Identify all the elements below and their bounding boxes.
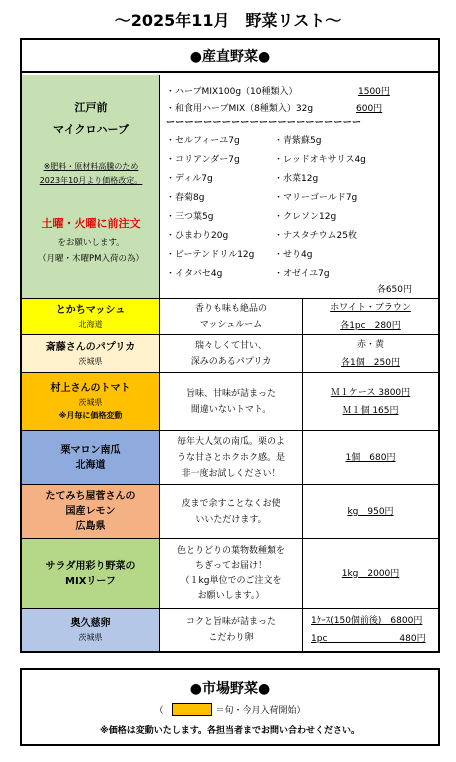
product-name-cell-4 [22,485,160,539]
product-price-cell-2 [303,373,438,431]
product-name: 国産レモン [65,506,116,517]
herb-item: ・イタバセ4g [166,269,223,279]
herb-item: ・ビーテンドリル12g [166,250,255,260]
product-name-cell-1 [22,335,160,373]
herb-name-line1: 江戸前 [74,101,108,114]
product-origin: 広島県 [75,521,106,532]
product-price: 1kg 2000円 [341,568,400,579]
legend-open: （ [154,706,164,716]
herb-separator: ーーーーーーーーーーーーーーーーーーーーー [166,118,362,128]
product-price: ホワイト・ブラウン [330,302,411,313]
product-desc-cell-3 [160,431,303,485]
product-desc-cell-0 [160,299,303,335]
herb-mix1-price: 1500円 [358,87,390,97]
product-origin: 北海道 [75,459,106,471]
herb-item: ・ディル7g [166,174,213,184]
product-desc: ちぎってお届け！ [194,560,267,571]
product-desc-cell-4 [160,485,303,539]
product-origin: 茨城県 [78,633,103,642]
page-title: 〜2025年11月 野菜リスト〜 [114,11,342,30]
section-title: ●産直野菜● [22,40,438,73]
product-desc: いいただけます。 [195,514,267,525]
herb-mix2-price: 600円 [356,104,383,114]
product-price-cell-5 [303,539,438,609]
product-name-cell-6 [22,609,160,651]
product-name-cell-2 [22,373,160,431]
product-desc-cell-1 [160,335,303,373]
market-section [20,668,440,746]
product-price-cell-0 [303,299,438,335]
product-price: 赤・黄 [356,339,384,350]
market-note: ※価格は変動いたします。各担当者までお問い合わせください。 [99,726,361,736]
product-desc: （１kg単位でのご注文を [180,575,282,586]
product-name-cell-3 [22,431,160,485]
herb-item: ・クレソン12g [274,212,337,222]
market-title: ●市場野菜● [189,681,271,697]
product-price-cell-4 [303,485,438,539]
product-extra-note: ※月毎に価格変動 [58,411,123,420]
product-price: 1pc 480円 [311,634,426,644]
herb-order-reason: （月曜・木曜PM入荷の為） [38,254,144,264]
product-desc-cell-2 [160,373,303,431]
product-name: 村上さんのトマト [50,383,131,394]
product-name-cell-5 [22,539,160,609]
product-name: 奥久慈卵 [70,618,111,629]
market-legend [22,703,438,716]
product-desc: うな甘さとホクホク感。是 [176,452,285,463]
herb-mix1-label: ・ハーブMIX100g（10種類入） [166,87,298,97]
herb-mix2-label: ・和食用ハーブMIX（8種類入）32g [166,104,314,114]
herb-item: ・レッドオキサリス4g [274,155,366,165]
herb-order-notice: 土曜・火曜に前注文 [41,217,141,230]
product-desc: 毎年大人気の南瓜。栗のよ [176,436,285,447]
herb-item: ・水菜12g [274,174,319,184]
product-desc: 深みのあるパプリカ [190,356,272,367]
product-origin: 茨城県 [78,356,103,366]
herb-item: ・マリーゴールド7g [274,193,358,203]
herb-item: ・ナスタチウム25枚 [274,231,358,241]
herb-price-note-2: 2023年10月より価格改定。 [39,176,143,185]
product-desc: 非一度お試しください！ [181,468,281,479]
herb-item: ・せり4g [274,250,313,260]
product-name: たてみち屋菅さんの [45,491,136,502]
product-desc: 皮まで余すことなくお使 [181,498,281,509]
herb-item: ・オゼイユ7g [274,269,330,279]
product-price-cell-6 [303,609,438,651]
herb-detail-cell [160,75,438,299]
legend-text: ＝旬・今月入荷開始） [215,706,306,716]
product-origin: 北海道 [78,319,103,329]
product-price: Ｍ１個 165円 [342,405,399,416]
product-desc: こだわり卵 [208,633,254,643]
product-desc: 色とりどりの葉物数種類を [176,545,285,556]
product-price-cell-3 [303,431,438,485]
herb-name-cell [22,75,160,299]
season-color-swatch [172,703,212,716]
product-desc: 香りも味も絶品の [194,303,267,314]
herb-price-note-1: ※肥料・原材料高騰のため [43,162,139,171]
product-desc: マッシュルーム [199,319,263,330]
herb-name-line2: マイクロハーブ [52,123,129,136]
product-name: MIXリーフ [65,575,116,587]
product-name-cell-0 [22,299,160,335]
product-price: 各1個 250円 [341,357,400,368]
product-desc: 瑞々しくて甘い、 [194,340,267,351]
product-price: 1ｹｰｽ(150個前後) 6800円 [311,616,423,626]
product-name: サラダ用彩り野菜の [45,560,136,572]
herb-item: ・セルフィーユ7g [166,136,240,146]
product-desc-cell-6 [160,609,303,651]
product-desc: 間違いないトマト。 [190,404,272,415]
product-desc: お願いします。） [197,590,265,601]
product-desc-cell-5 [160,539,303,609]
farm-direct-list [20,38,440,653]
product-origin: 茨城県 [78,398,103,407]
product-price: Ｍ１ケース 3800円 [330,387,411,398]
product-desc: 旨味、甘味が詰まった [185,388,276,399]
herb-item: ・三つ葉5g [166,212,214,222]
herb-item: ・コリアンダー7g [166,155,240,165]
product-name: 斎藤さんのパプリカ [45,341,136,353]
product-price-cell-1 [303,335,438,373]
herb-item: ・ひまわり20g [166,231,229,241]
product-price: 1個 680円 [345,452,396,463]
herb-items-price: 各650円 [376,285,412,295]
product-price: kg 950円 [347,506,394,517]
product-name: とかちマッシュ [55,304,126,316]
product-price: 各1pc 280円 [340,320,401,331]
herb-item: ・春菊8g [166,193,205,203]
product-desc: コクと旨味が詰まった [185,617,276,627]
herb-order-request: をお願いします。 [57,238,125,248]
herb-item: ・青紫蘇5g [274,136,322,146]
product-name: 栗マロン南瓜 [60,444,121,456]
